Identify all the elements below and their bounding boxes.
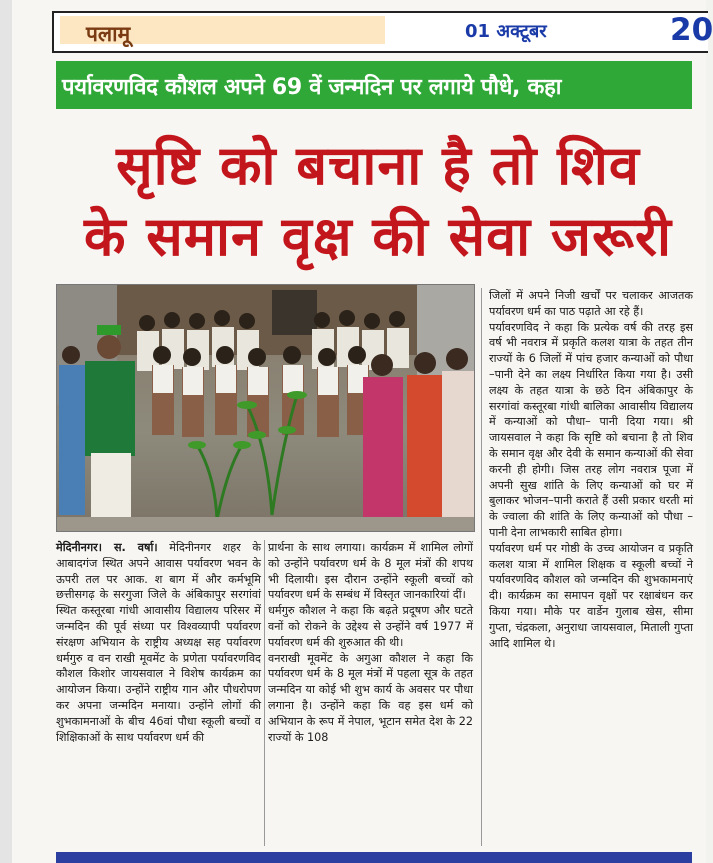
paragraph: वनराखी मूवमेंट के अगुआ कौशल ने कहा कि पर्यावरण धर्म के 8 मूल मंत्रों में पहला सूत्र के तहत जन्मदिन या कोई भी शुभ कार्य के अवसर पर पौधा लगाना है। उन्होंने कहा कि वह इस धर्म को अभियान के रूप में नेपाल, भूटान समेत देश के 22 राज्यों के 108 — [268, 651, 473, 744]
edition-date: 01 अक्टूबर — [465, 21, 547, 42]
paragraph: प्रार्थना के साथ लगाया। कार्यक्रम में शामिल लोगों को उन्होंने पर्यावरण धर्म के 8 मूल मंत्रों की शपथ भी दिलायी। इस दौरान उन्होंने स्कूली बच्चों को पर्यावरण धर्म के सम्बंध में विस्तृत जानकारियां दीं। — [268, 541, 473, 602]
page-number: 20 — [670, 12, 713, 48]
article-column-2 — [268, 540, 473, 745]
column-divider — [264, 540, 265, 846]
paragraph: धर्मगुरु कौशल ने कहा कि बढ़ते प्रदूषण और घटते वनों को रोकने के उद्देश्य से उन्होंने वर्ष 1977 में पर्यावरण धर्म की शुरुआत की थी। — [268, 604, 473, 649]
masthead — [52, 11, 713, 53]
edition-name: पलामू — [86, 22, 131, 46]
headline-line-1: सृष्टि को बचाना है तो शिव — [116, 134, 640, 197]
bottom-band — [56, 852, 692, 863]
column-1-text: मेदिनीनगर शहर के आबादगंज स्थित अपने आवास पर्यावरण भवन के ऊपरी तल पर आक. श बाग में और कर्मभूमि छत्तीसगढ़ के सरगुजा जिले के अंबिकापुर सरगांवां स्थित कस्तूरबा गांधी आवासीय विद्यालय परिसर में जन्मदिन की पूर्व संध्या पर विश्वव्यापी पर्यावरण संरक्षण अभियान के राष्ट्रीय अध्यक्ष सह पर्यावरण धर्मगुरु व वन राखी मूवमेंट के प्रणेता पर्यावरणविद कौशल किशोर जायसवाल ने विशेष कार्यक्रम का आयोजन किया। उन्होंने राष्ट्रीय गान और पौधरोपण कर अपना जन्मदिन मनाया। उन्होंने लोगों की शुभकामनाओं के बीच 46वां पौधा स्कूली बच्चों व शिक्षिकाओं के साथ पर्यावरण धर्म की — [56, 541, 261, 744]
subheadline: पर्यावरणविद कौशल अपने 69 वें जन्मदिन पर लगाये पौधे, कहा — [62, 75, 562, 100]
paragraph: पर्यावरण धर्म पर गोष्ठी के उच्च आयोजन व प्रकृति कलश यात्रा में शामिल शिक्षक व स्कूली बच्चों ने पर्यावरणविद कौशल को जन्मदिन की शुभकामनाएं दी। कार्यक्रम का समापन वृक्षों पर रक्षाबंधन कर किया गया। मौके पर वार्डेन गुलाब खेस, सीमा गुप्ता, चंद्रकला, अनुराधा जायसवाल, मिताली गुप्ता आदि शामिल थे। — [489, 541, 693, 650]
subheadline-bar — [56, 61, 692, 109]
article-dateline: मेदिनीनगर। स. वर्षा। — [56, 541, 158, 554]
column-divider — [481, 288, 482, 846]
news-photo — [56, 284, 475, 532]
paragraph: पर्यावरणविद ने कहा कि प्रत्येक वर्ष की तरह इस वर्ष भी नवरात्र में प्रकृति कलश यात्रा के तहत तीन राज्यों के 6 जिलों में पांच हजार कन्याओं को पौधा –पानी देने का लक्ष्य निर्धारित किया गया है। उसी लक्ष्य के तहत यात्रा के छठे दिन अंबिकापुर के सरगांवां कस्तूरबा गांधी बालिका आवासीय विद्यालय में कन्याओं को पौधा– पानी दिया गया। श्री जायसवाल ने कहा कि सृष्टि को बचाना है तो शिव के समान वृक्ष और देवी के समान कन्याओं की सेवा करनी ही होगी। जिस तरह लोग नवरात्र पूजा में अपनी सुख शांति के लिए कन्याओं को घर में बुलाकर भोजन–पानी कराते हैं उसी प्रकार धरती मां के ज्वाला की शांति के लिए कन्याओं को पौधा –पानी देना लाभकारी साबित होगा। — [489, 320, 693, 539]
left-page-margin — [0, 0, 12, 863]
headline-line-2: के समान वृक्ष की सेवा जरूरी — [83, 205, 673, 268]
article-column-1 — [56, 540, 261, 745]
paragraph: जिलों में अपने निजी खर्चों पर चलाकर आजतक पर्यावरण धर्म का पाठ पढ़ाते आ रहे हैं। — [489, 289, 693, 318]
masthead-label-box — [60, 16, 385, 44]
article-column-3 — [489, 288, 693, 651]
